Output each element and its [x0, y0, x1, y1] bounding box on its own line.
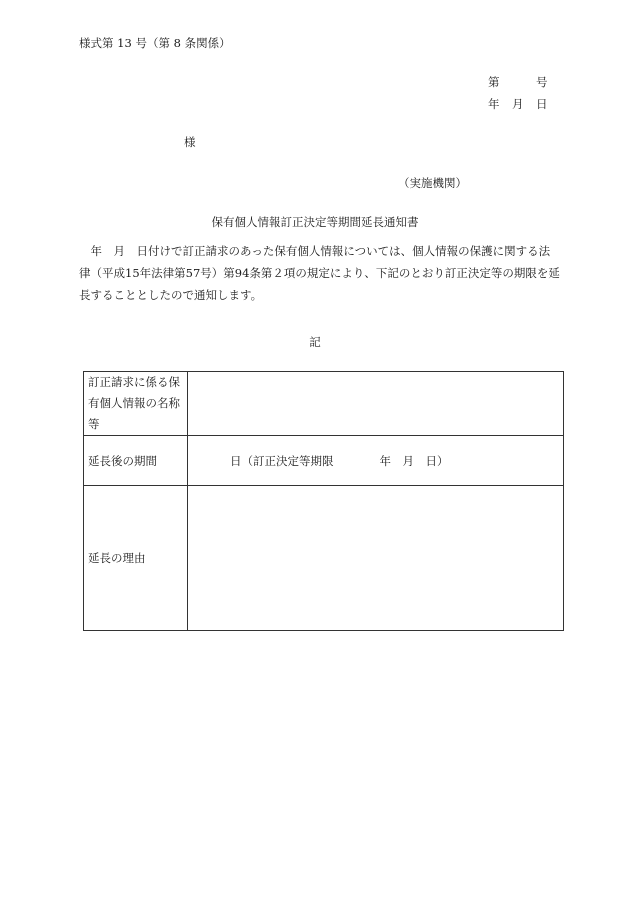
document-title: 保有個人情報訂正決定等期間延長通知書 — [211, 215, 419, 229]
target-info-value[interactable] — [188, 372, 564, 436]
body-text — [79, 240, 563, 306]
body-line: 年 月 日付けで訂正請求のあった保有個人情報については、個人情報の保護に関する法 — [79, 244, 551, 258]
extended-period-label: 延長後の期間 — [84, 436, 188, 486]
target-info-label-line: 等 — [88, 417, 100, 431]
table-row — [84, 436, 564, 486]
extended-period-text: 日（訂正決定等期限 年 月 日） — [230, 453, 449, 468]
table-row — [84, 372, 564, 436]
extended-period-value[interactable] — [188, 436, 564, 486]
target-info-label — [84, 372, 188, 436]
document-number-prefix: 第 — [488, 75, 500, 89]
ki-heading: 記 — [309, 335, 321, 349]
document-number-suffix: 号 — [536, 75, 548, 89]
detail-table — [83, 371, 564, 631]
addressee: 様 — [184, 135, 196, 149]
target-info-label-line: 有個人情報の名称 — [88, 396, 180, 410]
body-line: 長することとしたので通知します。 — [79, 288, 263, 302]
form-number: 様式第 13 号（第 8 条関係） — [79, 36, 231, 50]
date-day: 日 — [536, 97, 548, 111]
extension-reason-value[interactable] — [188, 486, 564, 631]
date-year: 年 — [488, 97, 500, 111]
target-info-label-line: 訂正請求に係る保 — [88, 375, 180, 389]
issuer: （実施機関） — [398, 176, 467, 190]
table-row — [84, 486, 564, 631]
extension-reason-label: 延長の理由 — [84, 486, 188, 631]
date-month: 月 — [512, 97, 524, 111]
body-line: 律（平成15年法律第57号）第94条第２項の規定により、下記のとおり訂正決定等の期限を延 — [79, 266, 560, 280]
